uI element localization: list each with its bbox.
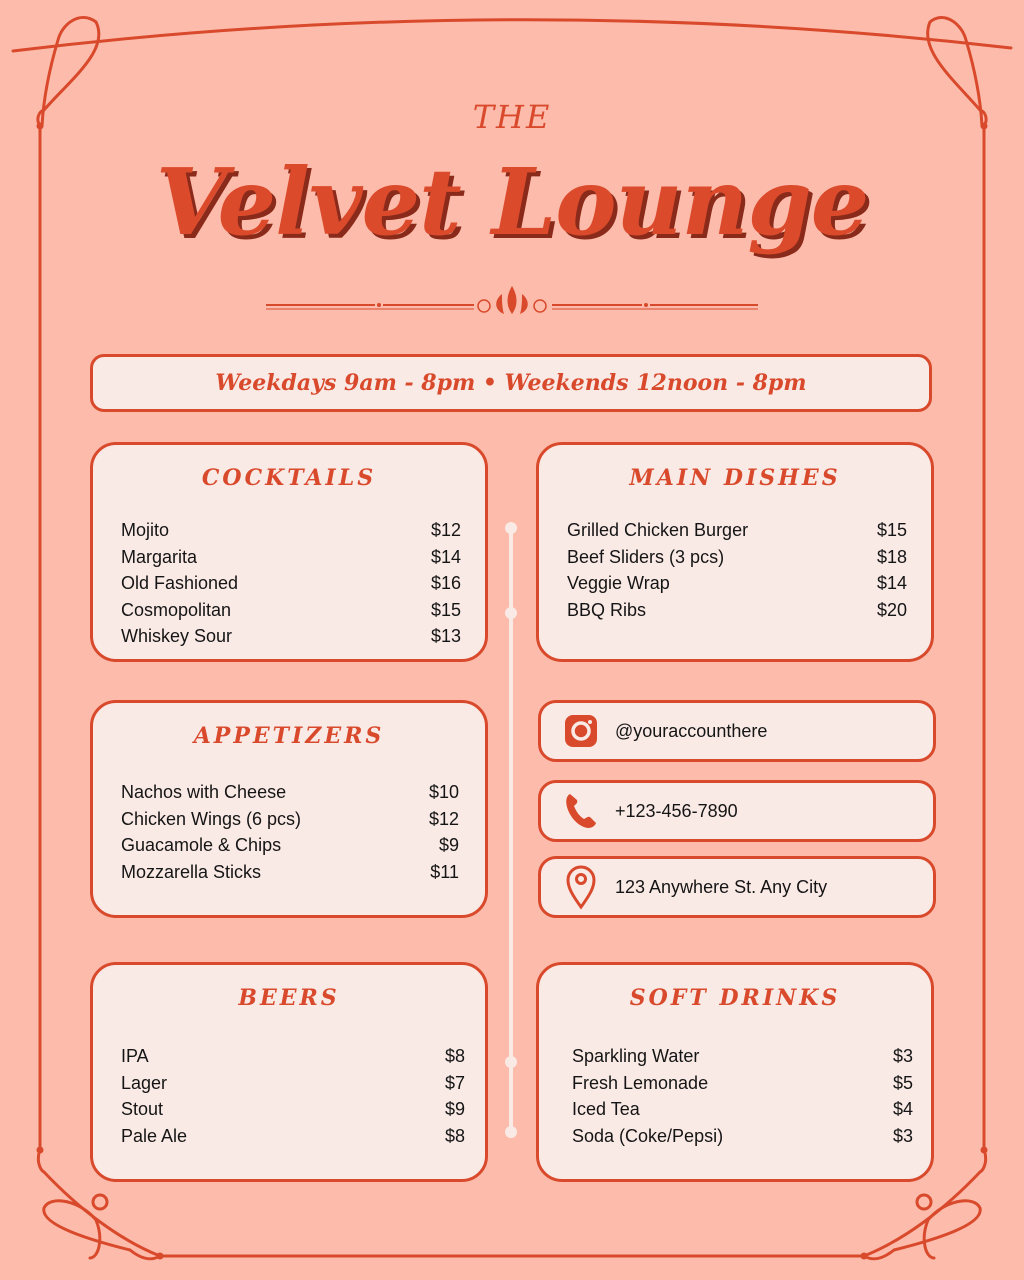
appetizers-card	[90, 700, 488, 918]
section-title-appetizers: APPETIZERS	[193, 723, 385, 749]
hours-banner	[90, 354, 932, 412]
ornamental-divider	[262, 284, 762, 320]
menu-item: Iced Tea $4	[572, 1099, 913, 1119]
menu-item: Nachos with Cheese $10	[121, 782, 459, 802]
section-title-main-dishes: MAIN DISHES	[629, 465, 841, 491]
section-title-beers: BEERS	[238, 985, 340, 1011]
cocktails-card	[90, 442, 488, 662]
menu-item: Margarita $14	[121, 546, 461, 567]
phone-icon	[563, 793, 599, 829]
soft-drinks-card	[536, 962, 934, 1182]
opening-hours: Weekdays 9am - 8pm • Weekends 12noon - 8pm	[215, 370, 807, 396]
phone-contact[interactable]	[538, 780, 936, 842]
menu-item: Cosmopolitan $15	[121, 599, 461, 620]
menu-item: Sparkling Water $3	[572, 1046, 913, 1066]
menu-item: IPA $8	[121, 1046, 465, 1066]
menu-item: Whiskey Sour $13	[121, 626, 461, 646]
menu-item: Chicken Wings (6 pcs) $12	[121, 808, 459, 829]
divider-dot	[505, 1056, 517, 1068]
menu-item: Guacamole & Chips $9	[121, 835, 459, 855]
divider-dot	[505, 607, 517, 619]
beers-card	[90, 962, 488, 1182]
title-prefix: THE	[472, 98, 552, 136]
address: 123 Anywhere St. Any City	[615, 876, 828, 897]
location-pin-icon	[563, 869, 599, 905]
menu-item: Old Fashioned $16	[121, 573, 461, 593]
page-title: Velvet Lounge	[155, 148, 869, 256]
menu-item: Pale Ale $8	[121, 1125, 465, 1146]
menu-item: Fresh Lemonade $5	[572, 1072, 913, 1093]
section-title-cocktails: COCKTAILS	[201, 465, 377, 491]
section-title-soft-drinks: SOFT DRINKS	[629, 985, 841, 1011]
menu-item: Lager $7	[121, 1072, 465, 1093]
menu-item: Mozzarella Sticks $11	[121, 861, 459, 882]
menu-item: Grilled Chicken Burger $15	[567, 520, 907, 540]
menu-item: Veggie Wrap $14	[567, 573, 907, 593]
main-dishes-card	[536, 442, 934, 662]
menu-item: Mojito $12	[121, 520, 461, 540]
divider-dot	[505, 1126, 517, 1138]
address-contact[interactable]	[538, 856, 936, 918]
instagram-contact[interactable]	[538, 700, 936, 762]
instagram-handle: @youraccounthere	[615, 720, 768, 741]
phone-number: +123-456-7890	[615, 800, 738, 821]
menu-item: BBQ Ribs $20	[567, 599, 907, 620]
divider-dot	[505, 522, 517, 534]
menu-item: Soda (Coke/Pepsi) $3	[572, 1125, 913, 1146]
instagram-icon	[563, 713, 599, 749]
menu-item: Stout $9	[121, 1099, 465, 1119]
menu-item: Beef Sliders (3 pcs) $18	[567, 546, 907, 567]
